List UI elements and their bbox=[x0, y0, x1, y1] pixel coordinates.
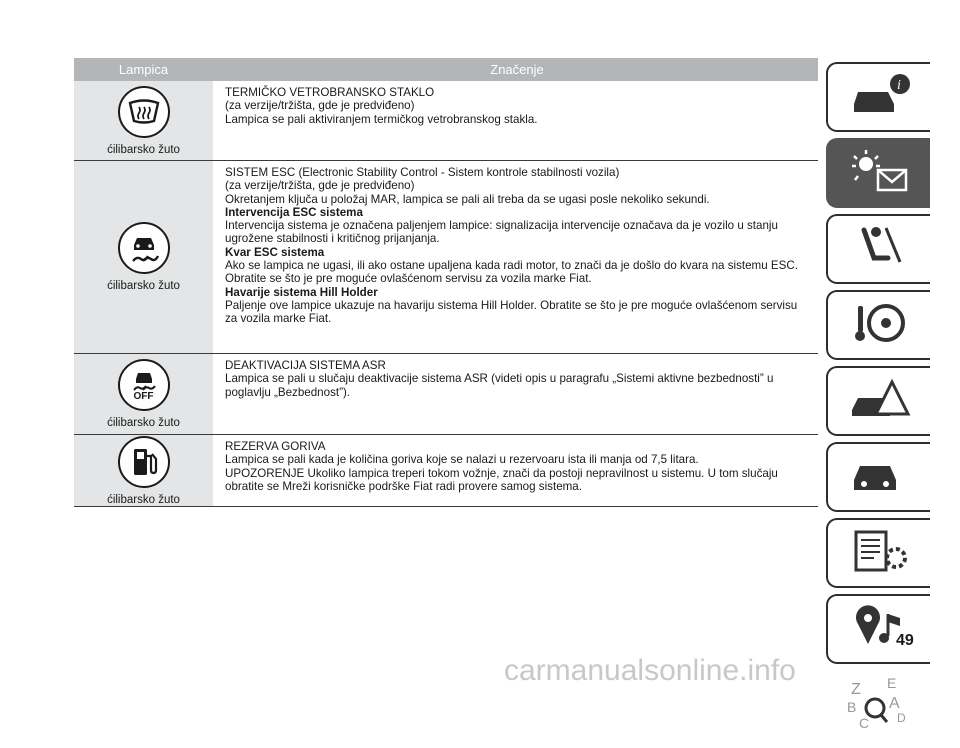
text-line: Lampica se pali aktiviranjem termičkog vetrobranskog stakla. bbox=[225, 112, 538, 126]
table-row bbox=[74, 81, 818, 161]
page-number: 49 bbox=[896, 632, 914, 649]
asr-off-icon bbox=[118, 359, 170, 411]
meaning-cell bbox=[213, 435, 818, 506]
meaning-cell bbox=[213, 354, 818, 434]
svg-text:A: A bbox=[889, 694, 900, 712]
chapter-tab[interactable] bbox=[826, 62, 930, 132]
subheading: Intervencija ESC sistema bbox=[225, 205, 363, 219]
car-maintenance-icon bbox=[844, 450, 914, 505]
subheading: Havarije sistema Hill Holder bbox=[225, 285, 378, 299]
text-line: Lampica se pali u slučaju deaktivacije sistema ASR (videti opis u paragrafu „Sistemi aktivne bezbednosti” u bbox=[225, 372, 774, 386]
svg-text:C: C bbox=[859, 714, 870, 731]
text-line: Okretanjem ključa u položaj MAR, lampica se pali ali treba da se ugasi posle nekoliko sekundi. bbox=[225, 192, 710, 206]
text-line: Paljenje ove lampice ukazuje na havariju sistema Hill Holder. Obratite se što je pre moguće ovlašćenom servisu bbox=[225, 298, 798, 312]
seat-airbag-icon bbox=[844, 222, 914, 277]
text-line: za vozila marke Fiat. bbox=[225, 312, 332, 326]
text-line: Obratite se što je pre moguće ovlašćenom servisu za vozila marke Fiat. bbox=[225, 272, 592, 286]
subheading: Kvar ESC sistema bbox=[225, 245, 325, 259]
svg-text:Z: Z bbox=[851, 680, 861, 698]
lamp-color-label: ćilibarsko žuto bbox=[107, 417, 180, 429]
chapter-tab[interactable] bbox=[826, 138, 930, 208]
heated-rear-window-icon bbox=[118, 86, 170, 138]
svg-text:E: E bbox=[887, 674, 897, 691]
technical-data-icon bbox=[844, 526, 914, 581]
table-header bbox=[74, 58, 818, 81]
lamp-cell bbox=[74, 161, 213, 353]
text-line: poglavlju „Bezbednost”). bbox=[225, 385, 351, 399]
lamp-color-label: ćilibarsko žuto bbox=[107, 280, 180, 292]
lamp-cell bbox=[74, 81, 213, 160]
chapter-tab[interactable] bbox=[826, 518, 930, 588]
index-letters-icon bbox=[843, 674, 913, 739]
table-row bbox=[74, 161, 818, 354]
car-info-icon bbox=[844, 70, 914, 125]
fuel-pump-icon bbox=[118, 436, 170, 488]
chapter-tabs bbox=[826, 62, 930, 748]
lamp-color-label: ćilibarsko žuto bbox=[107, 143, 180, 156]
meaning-cell bbox=[213, 161, 818, 353]
text-line: obratite se Mreži korisničke podrške Fiat radi provere samog sistema. bbox=[225, 479, 582, 493]
chapter-tab[interactable] bbox=[826, 594, 930, 664]
text-line: (za verzije/tržišta, gde je predviđeno) bbox=[225, 99, 415, 113]
text-line: Lampica se pali kada je količina goriva koje se nalazi u rezervoaru ista ili manja od 7,5 litara. bbox=[225, 453, 699, 467]
header-znacenje: Značenje bbox=[490, 62, 544, 77]
chapter-tab[interactable] bbox=[826, 442, 930, 512]
chapter-tab[interactable] bbox=[826, 290, 930, 360]
text-line: Ako se lampica ne ugasi, ili ako ostane upaljena kada radi motor, to znači da je došlo do kvara na sistemu ESC. bbox=[225, 259, 798, 273]
lamp-cell bbox=[74, 354, 213, 434]
text-line: (za verzije/tržišta, gde je predviđeno) bbox=[225, 179, 415, 193]
warning-lights-table bbox=[74, 58, 818, 507]
text-line: Intervencija sistema je označena paljenjem lampice: signalizacija intervencije označava da je vozilo u stanju bbox=[225, 219, 778, 233]
header-lampica: Lampica bbox=[118, 62, 169, 77]
text-line: REZERVA GORIVA bbox=[225, 440, 326, 453]
text-line: UPOZORENJE Ukoliko lampica treperi tokom vožnje, znači da postoji nepravilnost u sistemu. U tom slučaju bbox=[225, 466, 778, 480]
text-line: DEAKTIVACIJA SISTEMA ASR bbox=[225, 359, 386, 372]
text-line: TERMIČKO VETROBRANSKO STAKLO bbox=[225, 86, 435, 99]
text-line: ugrožene stabilnosti i kritičnog prijanjanja. bbox=[225, 232, 440, 246]
chapter-tab[interactable] bbox=[826, 214, 930, 284]
svg-text:B: B bbox=[847, 698, 857, 715]
chapter-tab[interactable] bbox=[826, 366, 930, 436]
meaning-cell bbox=[213, 81, 818, 160]
svg-text:D: D bbox=[897, 710, 906, 725]
emergency-triangle-icon bbox=[844, 374, 914, 429]
lamp-color-label: ćilibarsko žuto bbox=[107, 493, 180, 506]
table-row bbox=[74, 354, 818, 435]
lamp-cell bbox=[74, 435, 213, 506]
svg-text:i: i bbox=[897, 77, 901, 93]
esc-skid-icon bbox=[118, 222, 170, 274]
table-row bbox=[74, 435, 818, 507]
lamp-off-text: OFF bbox=[133, 390, 154, 402]
steering-key-icon bbox=[844, 298, 914, 353]
chapter-tab[interactable] bbox=[826, 670, 930, 742]
watermark: carmanualsonline.info bbox=[504, 654, 796, 687]
warning-lights-icon bbox=[844, 146, 914, 201]
text-line: SISTEM ESC (Electronic Stability Control - Sistem kontrole stabilnosti vozila) bbox=[225, 166, 620, 179]
